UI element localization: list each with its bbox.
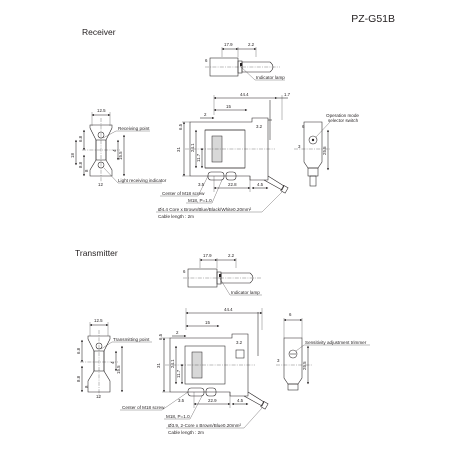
receiver-top-view (205, 42, 285, 80)
dim-2: 2 (204, 112, 207, 117)
transmitter-indicator-lamp-label: Indicator lamp (231, 290, 260, 295)
t-dim-3-2: 3.2 (236, 340, 243, 345)
t-dim-overall: 44.4 (224, 307, 233, 312)
transmitter-side-view (76, 318, 152, 399)
dim-r3: 3 (298, 144, 301, 149)
transmitter-heading: Transmitter (75, 248, 118, 258)
dim-h11: 11.7 (196, 153, 201, 162)
model-title: PZ-G51B (351, 13, 395, 25)
transmitter-top-view (183, 253, 262, 295)
t-dim-s6: 6.8 (76, 347, 81, 354)
dim-h24: 24.1 (190, 143, 195, 152)
dim-s6: 6.8 (78, 135, 83, 142)
t-dim-s8: 8.8 (76, 375, 81, 382)
t-dim-h24: 24.1 (170, 359, 175, 368)
dim-overall: 44.4 (240, 92, 249, 97)
dim-top-h: 6 (205, 58, 208, 63)
dim-s15: 15.5 (118, 151, 123, 160)
dim-s18: 18 (70, 153, 75, 158)
t-dim-3-5: 3.5 (178, 398, 185, 403)
dim-s12: 12.5 (97, 108, 106, 113)
dim-s8b: 8 (84, 169, 89, 172)
receiver-heading: Receiver (82, 27, 116, 37)
t-dim-r3: 3 (277, 358, 280, 363)
dim-top-w1: 17.9 (224, 42, 233, 47)
receiver-cable-spec: Ø4.4 Core x Brown/Blue/Black/White0.20mm² (158, 207, 252, 212)
dim-6-5: 6.5 (178, 123, 183, 130)
receiver-thread-label: M18, P=1.0 (188, 198, 212, 203)
transmitter-cable-length: Cable length : 2m (168, 430, 205, 435)
t-dim-6-5: 6.5 (158, 333, 163, 340)
transmitter-transmitting-point-label: Transmitting point (113, 337, 150, 342)
dim-15: 15 (226, 104, 231, 109)
dim-s4: 4 (112, 149, 117, 152)
receiver-mode-switch-label-2: selector switch (328, 118, 359, 123)
t-dim-4-5: 4.5 (237, 398, 244, 403)
transmitter-right-view (276, 312, 370, 390)
receiver-front-view (156, 92, 291, 219)
t-dim-h11: 11.7 (176, 369, 181, 378)
transmitter-cable-spec: Ø3.9, 2-Core x Brown/Blue0.20mm² (168, 423, 242, 428)
dim-22-8: 22.8 (228, 182, 237, 187)
transmitter-center-screw-label: Center of M18 screw (122, 405, 165, 410)
receiver-indicator-lamp-label: Indicator lamp (256, 75, 285, 80)
receiver-center-screw-label: Center of M18 screw (162, 191, 205, 196)
receiver-mode-switch-label-1: Operation mode (326, 113, 359, 118)
transmitter-trimmer-label: Sensitivity adjustment trimmer (305, 340, 367, 345)
dim-h31: 31 (176, 147, 181, 152)
t-dim-top-w1: 17.9 (203, 253, 212, 258)
t-dim-15: 15 (205, 320, 210, 325)
transmitter-front-view (120, 307, 268, 435)
dim-s8: 8.8 (78, 161, 83, 168)
receiver-section (70, 27, 359, 219)
t-dim-s15: 15.5 (116, 365, 121, 374)
t-dim-r25: 25.5 (302, 361, 307, 370)
transmitter-section (75, 248, 370, 435)
dim-4-5: 4.5 (257, 182, 264, 187)
dim-r6: 6 (302, 124, 305, 129)
t-dim-s12c: 12 (96, 394, 101, 399)
t-dim-h31: 31 (156, 363, 161, 368)
t-dim-s12: 12.5 (94, 318, 103, 323)
receiver-light-indicator-label: Light receiving indicator (118, 178, 167, 183)
dim-s12b: 12 (98, 182, 103, 187)
transmitter-thread-label: M18, P=1.0 (166, 414, 190, 419)
receiver-side-view (70, 108, 167, 187)
receiver-cable-length: Cable length : 2m (158, 214, 195, 219)
dim-r25: 25.5 (322, 146, 327, 155)
t-dim-top-w2: 2.2 (228, 253, 235, 258)
dim-top-w2: 2.2 (248, 42, 255, 47)
t-dim-s4: 4 (110, 361, 115, 364)
dim-3-2: 3.2 (256, 124, 263, 129)
t-dim-22-9: 22.9 (208, 398, 217, 403)
dim-3-5: 3.5 (198, 182, 205, 187)
receiver-right-view (294, 113, 359, 186)
t-dim-2: 2 (176, 330, 179, 335)
t-dim-s8b: 8 (84, 385, 89, 388)
t-dim-r6: 6 (289, 312, 292, 317)
dim-tail: 1.7 (284, 92, 291, 97)
receiver-receiving-point-label: Receiving point (118, 126, 150, 131)
t-dim-top-h: 6 (183, 269, 186, 274)
